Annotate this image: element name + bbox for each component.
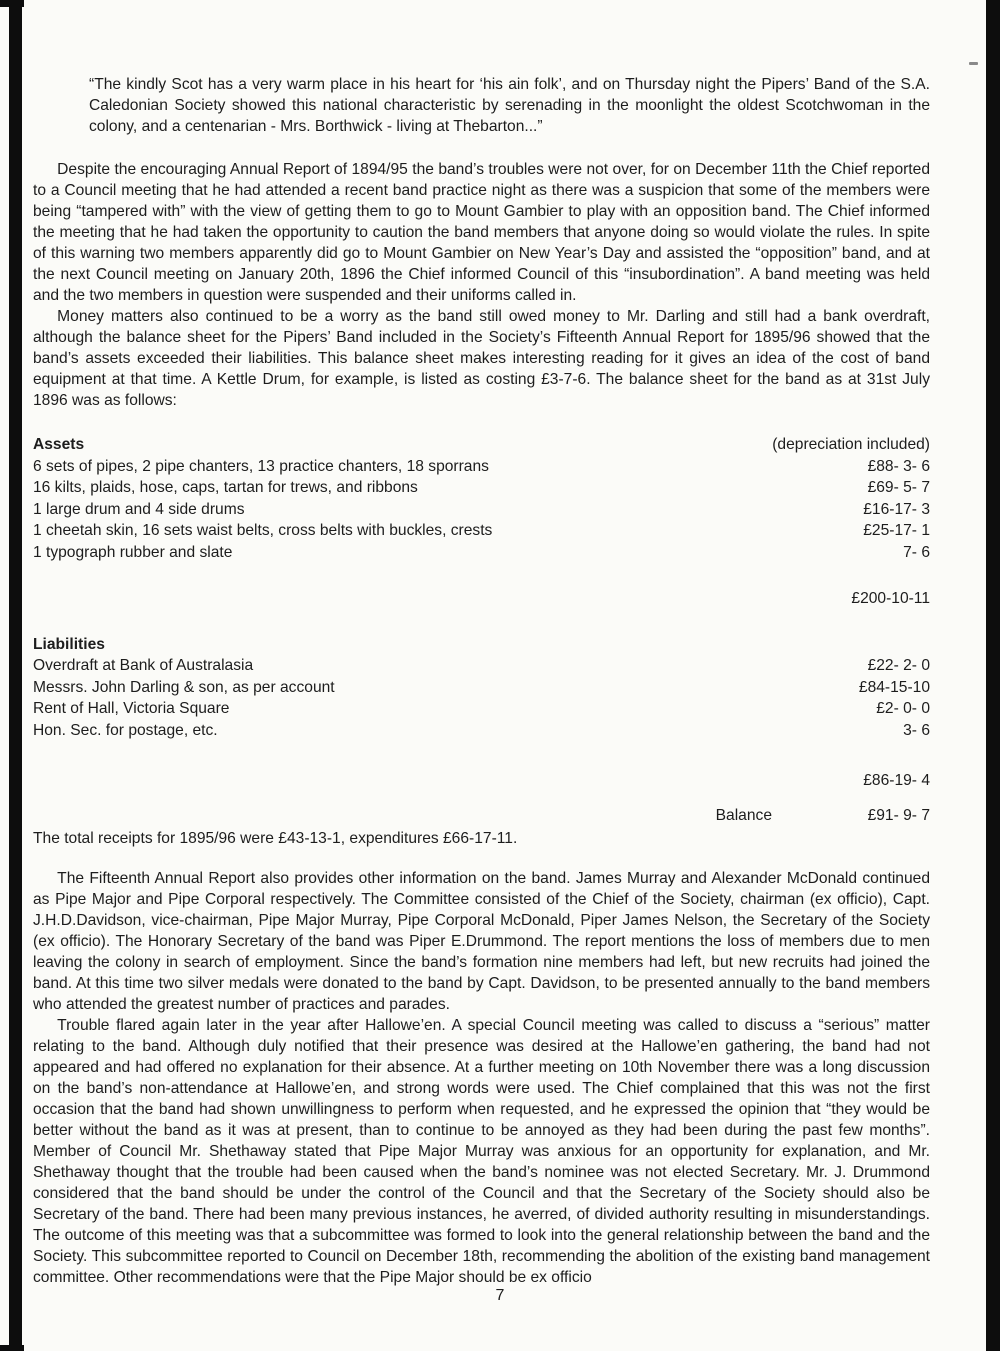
liability-row — [33, 698, 930, 720]
balance-amount: £91- 9- 7 — [867, 806, 930, 824]
asset-row — [33, 499, 930, 521]
asset-row — [33, 520, 930, 542]
liability-item-label: Overdraft at Bank of Australasia — [33, 657, 254, 674]
balance-label: Balance — [715, 806, 772, 824]
asset-item-label: 1 typograph rubber and slate — [33, 543, 233, 561]
asset-item-label: 1 large drum and 4 side drums — [33, 500, 245, 518]
liabilities-header-row — [33, 634, 930, 656]
asset-amount: £88- 3- 6 — [867, 457, 930, 475]
liability-amount: £22- 2- 0 — [867, 657, 930, 674]
paragraph-trouble-flared: Trouble flared again later in the year after Hallowe’en. A special Council meeting was called to discuss a “serious” matter relating to the band. Although duly notified that their presence was desired at the Hallowe’en gathering, the band had not appeared and had offered no explanation for their absence. At a further meeting on 10th November there was a long discussion on the band’s non-attendance at Hallowe’en, and strong words were used. The Chief complained that this was not the first occasion that the band had shown unwillingness to perform when requested, and he expressed the opinion that “they would be better without the band as it was at present, than to continue to be annoyed as they had been during the past few months”. Member of Council Mr. Shethaway stated that Pipe Major Murray was anxious for an opportunity for explanation, and Mr. Shethaway thought that the trouble had been caused when the band’s nominee was not elected Secretary. Mr. J. Drummond considered that the band should be under the control of the Council and that the Secretary of the Society should also be Secretary of the band. There had been many previous instances, he averred, of divided authority resulting in misunderstandings. The outcome of this meeting was that a subcommittee was formed to look into the general relationship between the band and the Society. This subcommittee reported to Council on December 18th, recommending the abolition of the existing band management committee. Other recommendations were that the Pipe Major should be ex officio — [33, 1017, 930, 1286]
liabilities-total-amount: £86-19- 4 — [863, 772, 930, 789]
liabilities-heading: Liabilities — [33, 635, 105, 653]
asset-amount: £25-17- 1 — [863, 522, 930, 539]
asset-item-label: 16 kilts, plaids, hose, caps, tartan for trews, and ribbons — [33, 479, 418, 496]
asset-row — [33, 477, 930, 499]
liability-amount: £84-15-10 — [858, 678, 930, 696]
liability-row — [33, 655, 930, 677]
assets-header-row — [33, 434, 930, 456]
scan-artifact-speck — [969, 62, 978, 65]
depreciation-note: (depreciation included) — [772, 436, 930, 453]
opening-quote: “The kindly Scot has a very warm place in his heart for ‘his ain folk’, and on Thursday night the Pipers’ Band of the S.A. Caledonian Society showed this national characteristic by serenading in the moonlight the oldest Scotchwoman in the colony, and a centenarian - Mrs. Borthwick - living at Thebarton...” — [89, 76, 930, 135]
paragraph-money-matters: Money matters also continued to be a worry as the band still owed money to Mr. Darling and still had a bank overdraft, although the balance sheet for the Pipers’ Band included in the Society’s Fifteenth Annual Report for 1895/96 showed that the band’s assets exceeded their liabilities. This balance sheet makes interesting reading for it gives an idea of the cost of band equipment at that time. A Kettle Drum, for example, is listed as costing £3-7-6. The balance sheet for the band as at 31st July 1896 was as follows: — [33, 308, 930, 409]
liability-item-label: Rent of Hall, Victoria Square — [33, 700, 230, 717]
liability-amount: 3- 6 — [903, 721, 930, 739]
scan-edge-left — [9, 0, 22, 1351]
closing-paragraphs — [33, 868, 930, 1288]
asset-item-label: 6 sets of pipes, 2 pipe chanters, 13 practice chanters, 18 sporrans — [33, 457, 489, 475]
liability-amount: £2- 0- 0 — [876, 700, 930, 717]
asset-row — [33, 542, 930, 564]
page-content — [33, 74, 930, 1288]
liability-item-label: Messrs. John Darling & son, as per account — [33, 678, 335, 696]
liability-row — [33, 677, 930, 699]
asset-amount: £69- 5- 7 — [867, 479, 930, 496]
asset-amount: 7- 6 — [903, 543, 930, 561]
receipts-summary: The total receipts for 1895/96 were £43-13-1, expenditures £66-17-11. — [33, 830, 518, 847]
asset-amount: £16-17- 3 — [863, 500, 930, 518]
assets-total-amount: £200-10-11 — [851, 590, 930, 607]
asset-row — [33, 456, 930, 478]
paragraph-fifteenth-report: The Fifteenth Annual Report also provides other information on the band. James Murray and Alexander McDonald continued as Pipe Major and Pipe Corporal respectively. The Committee consisted of the Chief of the Society, chairman (ex officio), Capt. J.H.D.Davidson, vice-chairman, Pipe Major Murray, Pipe Corporal McDonald, Piper James Nelson, the Secretary of the Society (ex officio). The Honorary Secretary of the band was Piper E.Drummond. The report mentions the loss of members due to men leaving the colony in search of employment. Since the band’s formation nine members had left, but new recruits had joined the band. At this time two silver medals were donated to the band by Capt. Davidson, to be presented annually to the band members who attended the greatest number of practices and parades. — [33, 870, 930, 1013]
balance-sheet — [33, 434, 930, 849]
paragraph-band-troubles: Despite the encouraging Annual Report of 1894/95 the band’s troubles were not over, for on December 11th the Chief reported to a Council meeting that he had attended a recent band practice night as there was a suspicion that some of the members were being “tampered with” with the view of getting them to go to Mount Gambier to play with an opposition band. The Chief informed the meeting that he had taken the opportunity to caution the band members that anyone doing so would violate the rules. In spite of this warning two members apparently did go to Mount Gambier on New Year’s Day and assisted the “opposition” band, and at the next Council meeting on January 20th, 1896 the Chief informed Council of this “insubordination”. A band meeting was held and the two members in question were suspended and their uniforms called in. — [33, 161, 930, 304]
balance-row — [33, 805, 930, 827]
scan-corner-bottom-left — [0, 1345, 24, 1351]
liabilities-total-row — [33, 770, 930, 792]
asset-item-label: 1 cheetah skin, 16 sets waist belts, cross belts with buckles, crests — [33, 522, 493, 539]
page-number: 7 — [495, 1287, 505, 1304]
assets-total-row — [33, 588, 930, 610]
scan-edge-right — [986, 0, 1000, 1351]
liability-row — [33, 720, 930, 742]
assets-heading: Assets — [33, 436, 85, 453]
liability-item-label: Hon. Sec. for postage, etc. — [33, 721, 218, 739]
scan-corner-top-left — [0, 0, 24, 7]
